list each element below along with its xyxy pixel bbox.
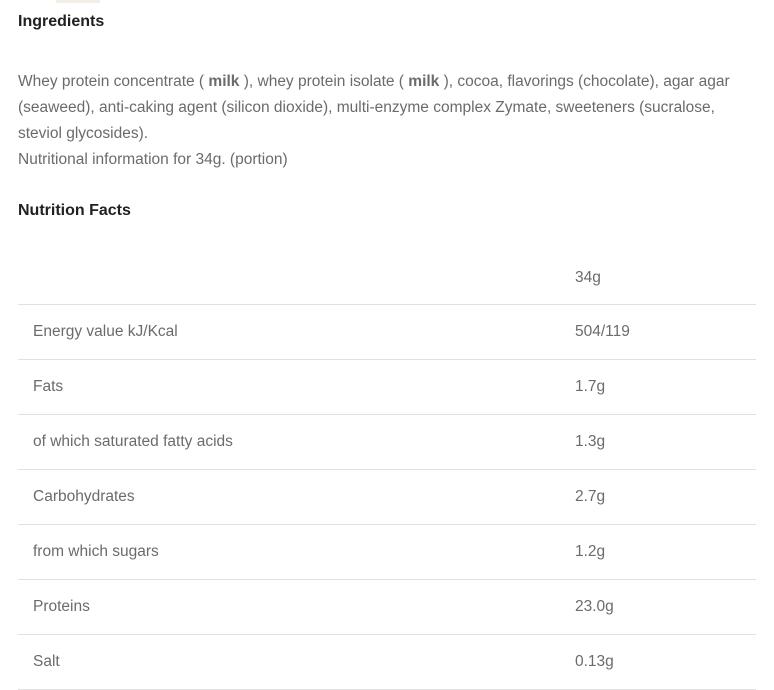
table-header-amount: 34g [560,252,756,305]
table-row [18,415,756,470]
table-row [18,580,756,635]
row-label: of which saturated fatty acids [18,415,560,470]
row-value: 1.2g [560,525,756,580]
row-label: Energy value kJ/Kcal [18,305,560,360]
table-header-row [18,252,756,305]
table-row [18,635,756,690]
row-value: 2.7g [560,470,756,525]
row-value: 0.13g [560,635,756,690]
table-row [18,470,756,525]
table-row [18,305,756,360]
ingredients-paragraph: Whey protein concentrate ( milk ), whey protein isolate ( milk ), cocoa, flavorings (chocolate), agar agar (seaweed), anti-caking agent (silicon dioxide), multi-enzyme complex Zymate, sweeteners (sucralose, steviol glycosides). [18,73,730,142]
table-header-spacer [18,252,560,305]
nutrition-table-body [18,305,756,690]
nutrition-table [18,252,756,690]
table-row [18,525,756,580]
table-row [18,360,756,415]
row-label: from which sugars [18,525,560,580]
row-label: Fats [18,360,560,415]
cutoff-element-fragment [56,0,100,3]
row-label: Carbohydrates [18,470,560,525]
nutrition-facts-heading: Nutrition Facts [18,202,131,219]
ingredients-heading: Ingredients [18,13,105,30]
row-value: 1.7g [560,360,756,415]
row-label: Proteins [18,580,560,635]
row-value: 23.0g [560,580,756,635]
row-label: Salt [18,635,560,690]
portion-note: Nutritional information for 34g. (portion) [18,151,288,168]
row-value: 1.3g [560,415,756,470]
row-value: 504/119 [560,305,756,360]
